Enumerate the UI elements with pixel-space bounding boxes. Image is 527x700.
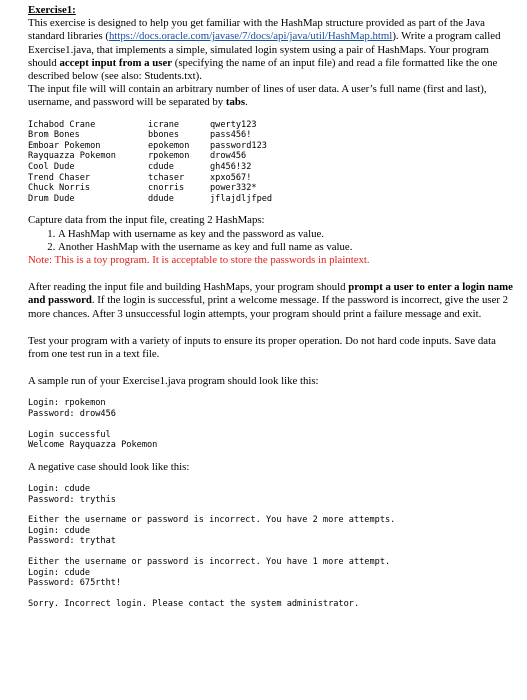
- sample-login-line: Login: rpokemon: [28, 398, 106, 409]
- table-row: [28, 130, 272, 141]
- user-username: tchaser: [148, 172, 185, 183]
- after-text-2: . If the login is successful, print a welcome message. If the password is incorrect, give the user 2 more chances. After 3 unsuccessful login attempts, your program should print a failure message and exit.: [28, 294, 509, 320]
- negative-error-2: Either the username or password is incorrect. You have 1 more attempt.: [28, 556, 391, 567]
- user-data-table: [28, 120, 272, 205]
- intro-text-1: This exercise is designed to help you get familiar with the HashMap structure provided as part of the Java standard libraries (: [28, 17, 485, 43]
- negative-login-2: Login: cdude: [28, 525, 91, 536]
- capture-instruction: Capture data from the input file, creating 2 HashMaps:: [28, 214, 265, 227]
- input-desc-text-1: The input file will will contain an arbitrary number of lines of user data. A user’s full name (first and last), username, and password will be separated by: [28, 83, 487, 109]
- user-name: Chuck Norris: [28, 183, 91, 194]
- user-username: icrane: [148, 119, 180, 130]
- user-password: password123: [210, 140, 267, 151]
- negative-failure-message: Sorry. Incorrect login. Please contact the system administrator.: [28, 598, 360, 609]
- user-username: ddude: [148, 193, 174, 204]
- negative-password-1: Password: trythis: [28, 494, 116, 505]
- input-desc-text-2: .: [245, 96, 248, 109]
- user-username: rpokemon: [148, 151, 190, 162]
- user-name: Emboar Pokemon: [28, 140, 101, 151]
- negative-login-3: Login: cdude: [28, 567, 91, 578]
- table-row: [28, 173, 272, 184]
- user-name: Cool Dude: [28, 162, 75, 172]
- user-name: Rayquazza Pokemon: [28, 151, 116, 162]
- user-password: power332*: [210, 183, 257, 194]
- user-name: Brom Bones: [28, 130, 80, 141]
- after-bold: prompt a user to enter a login name and password: [28, 281, 513, 307]
- user-name: Drum Dude: [28, 193, 75, 204]
- negative-password-2: Password: trythat: [28, 536, 116, 547]
- user-username: cnorris: [148, 183, 185, 194]
- list-item: 2. Another HashMap with the username as key and full name as value.: [58, 241, 519, 254]
- user-password: qwerty123: [210, 119, 257, 130]
- list-item: 1. A HashMap with username as key and the password as value.: [58, 228, 519, 241]
- table-row: [28, 141, 272, 152]
- user-password: gh456!32: [210, 162, 252, 172]
- negative-case-intro: A negative case should look like this:: [28, 460, 190, 473]
- negative-error-1: Either the username or password is incorrect. You have 2 more attempts.: [28, 515, 396, 526]
- user-password: pass456!: [210, 130, 252, 141]
- table-row: [28, 120, 272, 131]
- user-name: Trend Chaser: [28, 172, 91, 183]
- user-password: jflajdljfped: [210, 193, 273, 204]
- hashmap-docs-link[interactable]: https://docs.oracle.com/javase/7/docs/api/java/util/HashMap.html: [108, 30, 393, 43]
- user-username: cdude: [148, 162, 174, 172]
- exercise-heading: Exercise1:: [28, 4, 76, 16]
- input-description: [28, 83, 519, 109]
- table-row: [28, 183, 272, 194]
- table-row: [28, 194, 272, 205]
- input-desc-bold: tabs: [225, 96, 246, 109]
- user-password: xpxo567!: [210, 172, 252, 183]
- hashmap-list: [28, 228, 519, 254]
- user-password: drow456: [210, 151, 247, 162]
- intro-paragraph: [28, 17, 519, 83]
- intro-text-2: ). Write a program called Exercise1.java, that implements a simple, simulated login system using a pair of HashMaps. Your program should: [28, 30, 501, 69]
- negative-login-1: Login: cdude: [28, 483, 91, 494]
- intro-bold: accept input from a user: [59, 56, 173, 69]
- intro-text-3: (specifying the name of an input file) and read a file formatted like the one described below (see also: Students.txt).: [28, 56, 498, 83]
- user-username: bbones: [148, 130, 180, 141]
- table-row: [28, 151, 272, 162]
- user-username: epokemon: [148, 140, 190, 151]
- user-name: Ichabod Crane: [28, 119, 96, 130]
- sample-password-line: Password: drow456: [28, 409, 116, 419]
- sample-welcome-line: Welcome Rayquazza Pokemon: [28, 440, 158, 451]
- after-text-1: After reading the input file and building HashMaps, your program should: [28, 281, 349, 294]
- negative-password-3: Password: 675rtht!: [28, 578, 122, 589]
- table-row: [28, 162, 272, 173]
- login-instructions: [28, 281, 519, 321]
- test-instructions: Test your program with a variety of inputs to ensure its proper operation. Do not hard code inputs. Save data from one test run in a text file.: [28, 334, 496, 360]
- plaintext-note: Note: This is a toy program. It is acceptable to store the passwords in plaintext.: [28, 253, 370, 266]
- sample-run-intro: A sample run of your Exercise1.java program should look like this:: [28, 375, 319, 388]
- sample-success-line: Login successful: [28, 429, 111, 440]
